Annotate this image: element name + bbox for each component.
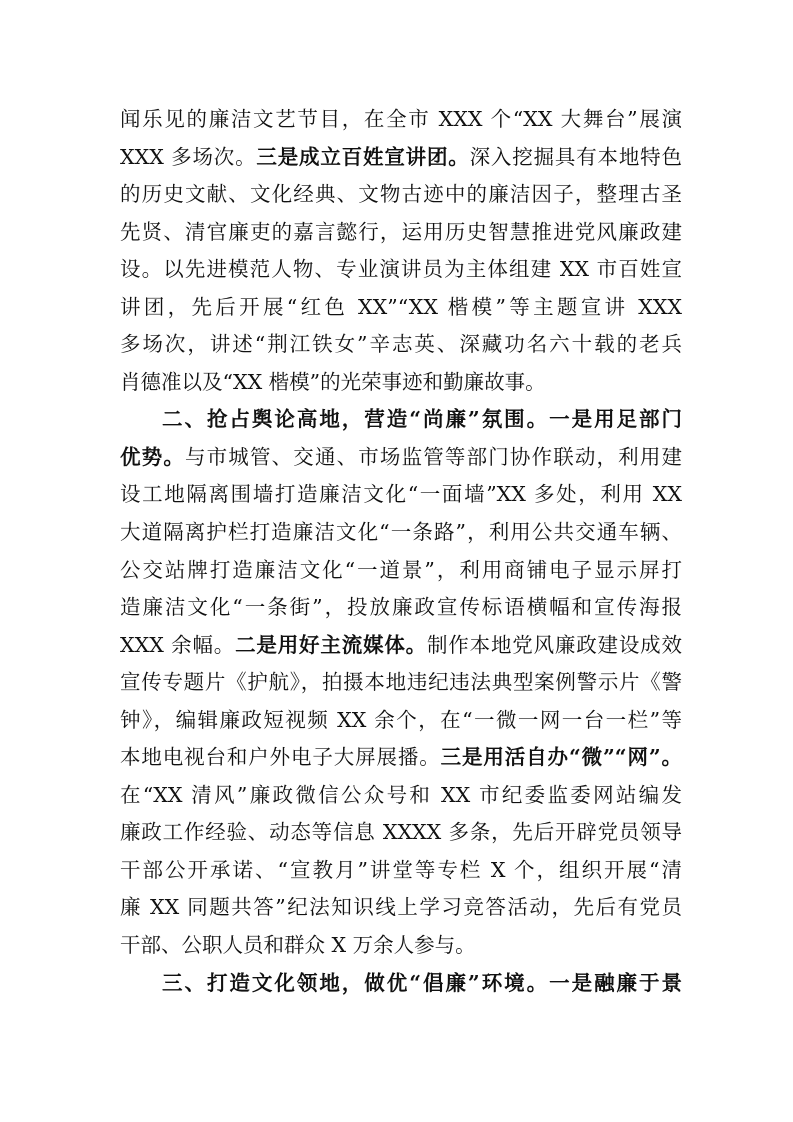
text-line [120,326,682,364]
text-segment: 廉 XX 同题共答”纪法知识线上学习竞答活动，先后有党员 [120,895,682,920]
document-body [120,101,682,1002]
text-line [120,927,682,965]
bold-text-segment: 优势。 [120,444,185,469]
text-line [120,589,682,627]
text-line [120,552,682,590]
text-segment: 干部公开承诺、“宣教月”讲堂等专栏 X 个，组织开展“清 [120,857,682,882]
text-line [120,101,682,139]
text-segment: 制作本地党风廉政建设成效 [426,632,683,657]
text-segment: 钟》，编辑廉政短视频 XX 余个，在“一微一网一台一栏”等 [120,707,682,732]
text-line [120,364,682,402]
text-line [120,139,682,177]
text-line [120,814,682,852]
text-segment: 设工地隔离围墙打造廉洁文化“一面墙”XX 多处，利用 XX [120,482,682,507]
bold-text-segment: 三、打造文化领地，做优“倡廉”环境。一是融廉于景 [162,970,682,995]
text-line [120,289,682,327]
bold-text-segment: 三是成立百姓宣讲团。 [256,144,470,169]
text-line [120,889,682,927]
text-line [120,176,682,214]
text-segment: 与市城管、交通、市场监管等部门协作联动，利用建 [184,444,683,469]
text-segment: 的历史文献、文化经典、文物古迹中的廉洁因子，整理古圣 [120,182,682,207]
text-line [120,777,682,815]
text-line [120,664,682,702]
text-line [120,852,682,890]
bold-text-segment: 二、抢占舆论高地，营造“尚廉”氛围。一是用足部门 [162,407,682,432]
bold-text-segment: 二是用好主流媒体。 [235,632,427,657]
text-segment: 干部、公职人员和群众 X 万余人参与。 [120,933,476,958]
text-segment: 深入挖掘具有本地特色 [469,144,682,169]
text-line [120,627,682,665]
text-segment: XXX 余幅。 [120,632,236,657]
text-segment: 大道隔离护栏打造廉洁文化“一条路”，利用公共交通车辆、 [120,520,682,545]
text-segment: 宣传专题片《护航》，拍摄本地违纪违法典型案例警示片《警 [120,670,682,695]
bold-text-segment: 三是用活自办“微”“网”。 [440,745,682,770]
text-segment: 多场次，讲述“荆江铁女”辛志英、深藏功名六十载的老兵 [120,332,682,357]
text-segment: 闻乐见的廉洁文艺节目，在全市 XXX 个“XX 大舞台”展演 [120,107,682,131]
text-segment: 公交站牌打造廉洁文化“一道景”，利用商铺电子显示屏打 [120,557,682,582]
text-segment: 在“XX 清风”廉政微信公众号和 XX 市纪委监委网站编发 [120,782,682,807]
text-segment: 讲团，先后开展“红色 XX”“XX 楷模”等主题宣讲 XXX [120,294,682,319]
text-segment: 先贤、清官廉吏的嘉言懿行，运用历史智慧推进党风廉政建 [120,219,682,244]
text-line [120,251,682,289]
text-segment: 廉政工作经验、动态等信息 XXXX 多条，先后开辟党员领导 [120,820,682,845]
text-segment: 肖德准以及“XX 楷模”的光荣事迹和勤廉故事。 [120,369,546,394]
text-line [120,739,682,777]
text-segment: XXX 多场次。 [120,144,257,169]
text-line [120,514,682,552]
text-line [120,702,682,740]
text-segment: 本地电视台和户外电子大屏展播。 [120,745,441,770]
text-line [120,214,682,252]
text-line [120,965,682,1003]
text-line [120,439,682,477]
text-segment: 造廉洁文化“一条街”，投放廉政宣传标语横幅和宣传海报 [120,595,682,620]
text-segment: 设。以先进模范人物、专业演讲员为主体组建 XX 市百姓宣 [120,257,682,282]
text-line [120,476,682,514]
text-line [120,401,682,439]
